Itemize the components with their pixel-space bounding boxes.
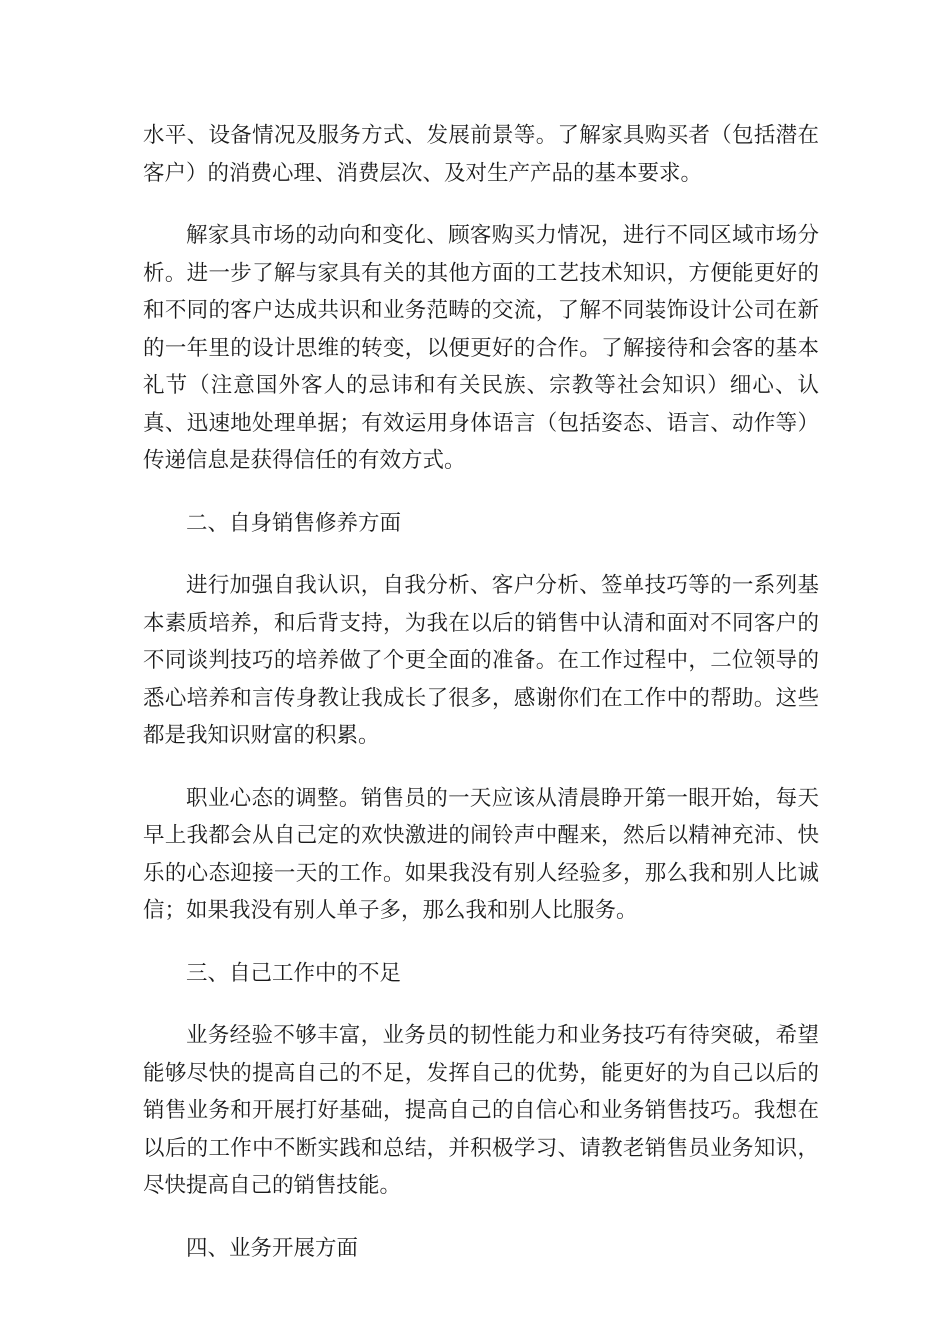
paragraph-self-awareness: 进行加强自我认识，自我分析、客户分析、签单技巧等的一系列基本素质培养，和后背支持，为我在以后的销售中认清和面对不同客户的不同谈判技巧的培养做了个更全面的准备。在工作过程中，二位领导的悉心培养和言传身教让我成长了很多，感谢你们在工作中的帮助。这些都是我知识财富的积累。 — [143, 573, 819, 748]
paragraph-professional-mindset: 职业心态的调整。销售员的一天应该从清晨睁开第一眼开始，每天早上我都会从自己定的欢快激进的闹铃声中醒来，然后以精神充沛、快乐的心态迎接一天的工作。如果我没有别人经验多，那么我和别人比诚信；如果我没有别人单子多，那么我和别人比服务。 — [143, 785, 819, 923]
section-heading-shortcomings: 三、自己工作中的不足 — [186, 960, 402, 986]
paragraph-shortcomings: 业务经验不够丰富，业务员的韧性能力和业务技巧有待突破，希望能够尽快的提高自己的不足，发挥自己的优势，能更好的为自己以后的销售业务和开展打好基础，提高自己的自信心和业务销售技巧。我想在以后的工作中不断实践和总结，并积极学习、请教老销售员业务知识，尽快提高自己的销售技能。 — [143, 1023, 819, 1198]
paragraph-market-analysis: 解家具市场的动向和变化、顾客购买力情况，进行不同区域市场分析。进一步了解与家具有关的其他方面的工艺技术知识，方便能更好的和不同的客户达成共识和业务范畴的交流，了解不同装饰设计公司在新的一年里的设计思维的转变，以便更好的合作。了解接待和会客的基本礼节（注意国外客人的忌讳和有关民族、宗教等社会知识）细心、认真、迅速地处理单据；有效运用身体语言（包括姿态、语言、动作等）传递信息是获得信任的有效方式。 — [143, 223, 819, 473]
section-heading-business-development: 四、业务开展方面 — [186, 1235, 359, 1261]
paragraph-market-knowledge-continued: 水平、设备情况及服务方式、发展前景等。了解家具购买者（包括潜在客户）的消费心理、消费层次、及对生产产品的基本要求。 — [143, 123, 819, 186]
document-body — [143, 117, 819, 1292]
section-heading-sales-cultivation: 二、自身销售修养方面 — [186, 510, 402, 536]
